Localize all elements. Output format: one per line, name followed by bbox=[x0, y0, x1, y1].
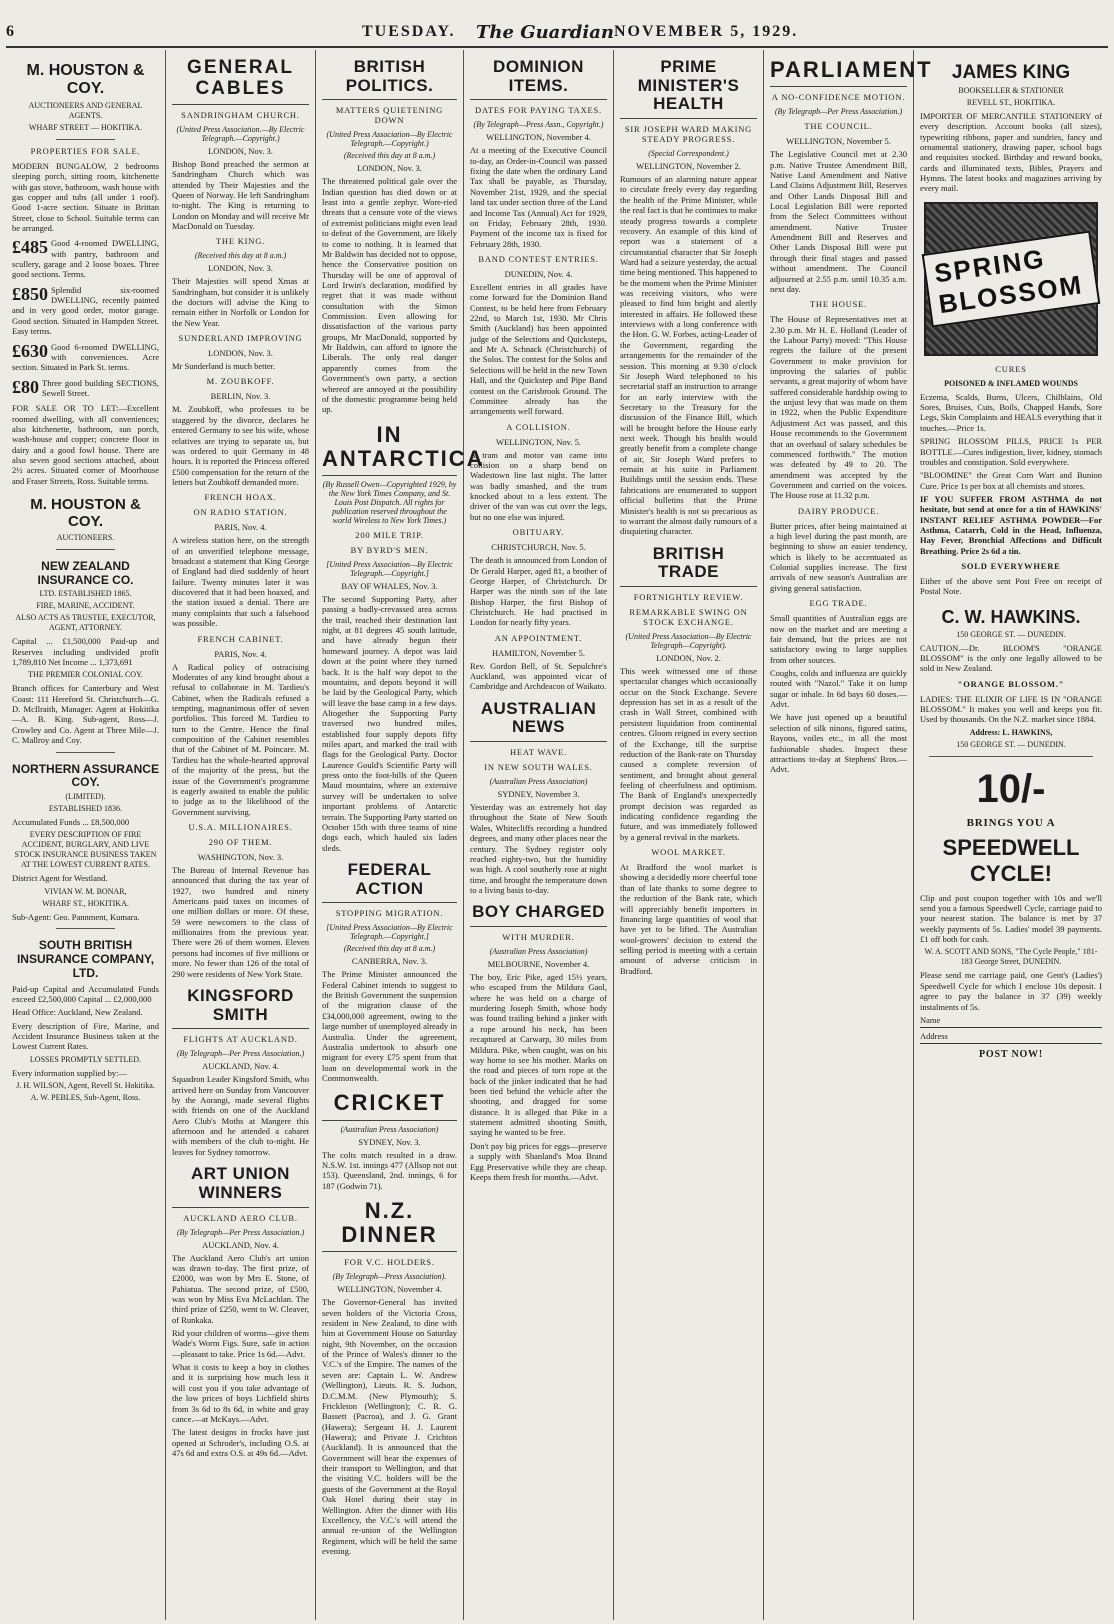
column-3: BRITISH POLITICS. MATTERS QUIETENING DOWN (United Press Association—By Electric Telegraph.—Copyright.) (Received this day at 8 a.m.) LONDON, Nov. 3. The threatened political gale over the Indian question has died down or at least into a gentle zephyr. Wore-ried threats that a censure vote of the views of extremist politicians might even lead to defeat of the Government, are likely to come to nothing. It is learned that Mr Baldwin has decided not to oppose, hence the Conservative position on Thursday will be one of approval of Lord Irwin's declaration, modified by regret that it was made without consultation with the Simon Commission. Even allowing for dissatisfaction of the various party groups, Mr MacDonald, supported by Mr Baldwin, can afford to ignore the Liberals. The only real danger apparently comes from the Government's own party, a section whereof are annoyed at the possibility of the domestic programme being held up. IN ANTARCTICA (By Russell Owen—Copyrighted 1929, by the New York Times Company, and St. Louis Post Dispatch. All rights for publication reserved throughout the world Wireless to New York Times.) 200 MILE TRIP. BY BYRD'S MEN. [United Press Association—By Electric Telegraph.—Copyright.] BAY OF WHALES, Nov. 3. The second Supporting Party, after passing a badly-crevassed area across the trail, reached their destination last night, at 81 degrees 45 south latitude, and have already begun their homeward journey. A depot was laid down at the point where they turned back. It is the half way depot to the mountains, and depots beyond it will be laid by the Geological Party, which will leave the base camp in a few days. Altogether the Supporting Party traversed two hundred miles, established four supply depots fifty miles apart, and marked the trail with flags for the Geological Party. Doctor Laurence Gould's Scientific Party will press onto the foot-hills of the Queen Maud mountains, where an extensive survey will be undertaken to solve important problems of Antarctic terrain. The Supporting Party started on October 15th with three teams of nine dogs each, which hauled six laden sleds. FEDERAL ACTION STOPPING MIGRATION. [United Press Association—By Electric Telegraph.—Copyright.] (Received this day at 8 a.m.) CANBERRA, Nov. 3. The Prime Minister announced the Federal Cabinet intends to suggest to the British Government the suspension of the migration clause of the £34,000,000 agreement, owing to the large number of unemployed already in Australia. Under the agreement, Australia undertook to absorb one migrant for every £75 spent from that loan on developmental work in the Commonwealth. CRICKET (Australian Press Association) SYDNEY, Nov. 3. The colts match resulted in a draw. N.S.W. 1st. innings 477 (Allsop not out 153). Queensland, 2nd. innings, 6 for 187 (Godwin 71). N.Z. DINNER FOR V.C. HOLDERS. (By Telegraph—Press Association). WELLINGTON, November 4. The Governor-General has invited seven holders of the Victoria Cross, resident in New Zealand, to dine with him at Government House on Saturday night, 9th November, on the occasion of the Prince of Wales's dinner to the V.C.'s of the Empire. The names of the seven are: Captain L. W. Andrew (Wellington), Lieuts. R. S. Judson, D.C.M.M. (New Plymouth); S. Frickleton (Wellington); C. R. G. Bassett (Pacroa), and J. G. Grant (Hawera); Sergeant H. J. Laurent (Hawera); and Private J. Crichton (Auckland). It is announced that the Government will bear the expenses of their transport to Wellington, and that the visiting V.C. holders will be the guests of the Government at the Royal Oak Hotel during their stay in Wellington. After the dinner with His Excellency, the V.C.'s will attend the annual re-union of the Wellington Regiment, which will be held the same evening. bbox=[316, 50, 464, 1620]
british-trade-heading: BRITISH TRADE bbox=[620, 545, 757, 587]
firm-houston-2-sub: AUCTIONEERS. bbox=[56, 532, 115, 542]
column-2: GENERAL CABLES SANDRINGHAM CHURCH. (United Press Association.—By Electric Telegraph.—Copyright.) LONDON, Nov. 3. Bishop Bond preached the sermon at Sandringham Church which was attended by Their Majesties and the Queen of Norway. He left Sandringham to-night. The King is returning to London on Monday and will receive Mr MacDonald on Tuesday. THE KING. (Received this day at 8 a.m.) LONDON, Nov. 3. Their Majesties will spend Xmas at Sandringham, but consider it is unlikely the doctors will advise the King to remain either in Norfolk or London for the New Year. SUNDERLAND IMPROVING LONDON, Nov. 3. Mr Sunderland is much better. M. ZOUBKOFF. BERLIN, Nov. 3. M. Zoubkoff, who professes to be staggered by the divorce, declares he entered Germany to see his wife, whose relatives are trying to separate us, but was ordered to quit Germany in 48 hours. It is reported the Princess offered £500 compensation for the return of the letters but Zoubkoff demanded more. FRENCH HOAX. ON RADIO STATION. PARIS, Nov. 4. A wireless station here, on the strength of an unverified telephone message, broadcast a statement that King George of England had died suddenly of heart failure. Twenty minutes later it was discovered that it had been hoaxed, and the station issued a denial. There are many complaints that such a falsehood was possible. FRENCH CABINET. PARIS, Nov. 4. A Radical policy of ostracising Moderates of any kind brought about a refusal to collaborate in M. Tardieu's Cabinet, when the Radicals refused a tempting, magnanimous offer of seven portfolios. This forced M. Tardieu to turn to the Centre. Hence the final composition of the Cabinet resembles that of the Cabinet of M. Poincare. M. Tardieu has the whole-hearted approval of the majority of the press, but the issue of the Government's programme is eagerly awaited to enable the public to judge as to the likelihood of the Government surviving. U.S.A. MILLIONAIRES. 290 OF THEM. WASHINGTON, Nov. 3. The Bureau of Internal Revenue has announced that during the tax year of 1927, two hundred and ninety Americans paid taxes on incomes of one million dollars or more. Of these, 59 were newcomers to the class of millionaires from the previous year. There were 26 of them women. Eleven persons had incomes of five millions or more. No fewer than 126 of the total of 290 were residents of New York State. KINGSFORD SMITH FLIGHTS AT AUCKLAND. (By Telegraph—Per Press Association.) AUCKLAND, Nov. 4. Squadron Leader Kingsford Smith, who arrived here on Sunday from Vancouver by the Aorangi, made several flights with friends on one of the Auckland Aero Club's Moths at Mangere this afternoon and he attended a cabaret with members of the club to-night. He leaves for Sydney tomorrow. ART UNION WINNERS AUCKLAND AERO CLUB. (By Telegraph—Per Press Association.) AUCKLAND, Nov. 4. The Auckland Aero Club's art union was drawn to-day. The first prize, of £2000, was won by Mrs E. Stone, of Pahiatua. The second prize, of £500, was won by Miss Eva McLachlan. The third prize of £250, went to W. Cleaver, of Runkaka. Rid your children of worms—give them Wade's Worm Figs. Sure, safe in action—pleasant to take. Price 1s 6d.—Advt. What it costs to keep a boy in clothes and it is surprising how much less it will cost you if you take advantage of the low prices of boys Lichfield shirts from 3s 6d to 8s 6d, in white and gray cance.—at McKays.—Advt. The latest designs in frocks have just opened at Schroder's, including O.S. at 47s 6d and extra O.S. at 49s 6d.—Advt. bbox=[166, 50, 316, 1620]
coupon-name-line: Name bbox=[920, 1015, 1102, 1028]
page-number: 6 bbox=[6, 23, 16, 40]
masthead-date: NOVEMBER 5, 1929. bbox=[614, 23, 799, 40]
james-king-heading: JAMES KING bbox=[951, 62, 1071, 83]
nz-insurance-branch: Branch offices for Canterbury and West Coast: 111 Hereford St. Christchurch—G. D. McIlraith, Manager. Agent at Hokitika—A. B. King. Sub-agent, Ross—J. Crowley and Co. Agent at Three Mile—J. C. Mallroy and Coy. bbox=[12, 683, 159, 746]
hawkins-heading: C. W. HAWKINS. bbox=[941, 606, 1081, 627]
cricket-heading: CRICKET bbox=[322, 1091, 457, 1120]
northern-assurance-heading: NORTHERN ASSURANCE COY. bbox=[12, 761, 159, 790]
prime-minister-health-heading: PRIME MINISTER'S HEALTH bbox=[620, 58, 757, 119]
speedwell-heading: SPEEDWELL CYCLE! bbox=[942, 834, 1080, 886]
boy-charged-heading: BOY CHARGED bbox=[470, 903, 607, 927]
coupon-address-line: Address bbox=[920, 1031, 1102, 1044]
south-british-heading: SOUTH BRITISH INSURANCE COMPANY, LTD. bbox=[16, 938, 155, 980]
australian-news-heading: AUSTRALIAN NEWS bbox=[470, 700, 607, 742]
antarctica-heading: IN ANTARCTICA bbox=[322, 423, 457, 476]
kingsford-smith-heading: KINGSFORD SMITH bbox=[172, 987, 309, 1029]
property-1-price: £485 bbox=[12, 237, 48, 258]
parliament-heading: PARLIAMENT bbox=[770, 58, 907, 87]
property-3: £630 Good 6-roomed DWELLING, with conveniences. Acre section. Situated in Park St. terms. bbox=[12, 340, 159, 373]
firm-houston-2: M. HOUSTON & COY. bbox=[30, 496, 141, 531]
property-4-price: £80 bbox=[12, 376, 39, 397]
general-cables-heading: GENERAL CABLES bbox=[172, 58, 309, 105]
masthead bbox=[6, 18, 1108, 48]
property-rent: FOR SALE OR TO LET:—Excellent roomed dwelling, with all conveniences; also kitchenette, bathroom, sun porch, wash-house and copper; concrete floor in dairy and a good fowl house. There are also seven good sections attached, about 2½ acres. Situated corner of Moorhouse and Fraser Streets, Ross. Suitable terms. bbox=[12, 403, 159, 486]
properties-heading: PROPERTIES FOR SALE. bbox=[30, 145, 141, 156]
dominion-items-heading: DOMINION ITEMS. bbox=[470, 58, 607, 100]
british-politics-heading: BRITISH POLITICS. bbox=[322, 58, 457, 100]
column-6: PARLIAMENT A NO-CONFIDENCE MOTION. (By Telegraph—Per Press Association.) THE COUNCIL. WELLINGTON, November 5. The Legislative Council met at 2.30 p.m. Native Trustee Amendment Bill, Native Land Amendment and Native Land Claims Adjustment Bill, Reserves and Other Lands Disposal Bill and Local Legislation Bill were reported from the Select Committees without amendment. Native Trustee Amendment Bill and Reserves and Other Lands Disposal Bill were put through their final stages and passed without amendment. The Council adjourned at 2.55 p.m. until 10.35 a.m. next day. THE HOUSE. The House of Representatives met at 2.30 p.m. Mr H. E. Holland (Leader of the Labour Party) moved: "This House regrets the failure of the present Government to make provision for improving the salaries of public servants, a great majority of whom have suffered considerable hardship owing to the unjust levy that was made on them in 1922, when the Public Expenditure Adjustment Act was passed, and this House recommends to the Government that an overhaul of salary schedules be commenced forthwith." The motion was defeated by 49 to 20. The amendment was accepted by the Government and carried on the voices. The House rose at 11.32 p.m. DAIRY PRODUCE. Butter prices, after being maintained at a high level during the past month, are beginning to show an easier tendency, which is likely to be accentuated as Colonial supplies increase. The first arrivals of new season's Australian are giving general satisfaction. EGG TRADE. Small quantities of Australian eggs are now on the market and are meeting a fair demand, but the prices are not satisfactory owing to large supplies from other sources. Coughs, colds and influenza are quickly routed with "Nazol." Take it on lump sugar or inhale. In 6d bays 60 doses.—Advt. We have just opened up a beautiful selection of silk ninons, figured satins, Rayons, voiles etc., in all the most fashionable shades. Inspect these attractions to-day at Stephens' Bros.—Advt. bbox=[764, 50, 914, 1620]
firm-houston-sub: AUCTIONEERS AND GENERAL AGENTS. bbox=[28, 100, 143, 120]
property-3-price: £630 bbox=[12, 340, 48, 361]
column-4: DOMINION ITEMS. DATES FOR PAYING TAXES. (By Telegraph—Press Assn., Copyright.) WELLINGTON, November 4. At a meeting of the Executive Council to-day, an Order-in-Council was passed fixing the date when the ordinary Land Tax shall be payable, as Thursday, November 21st, 1929, and the special land tax under section three of the Land and Income Tax (Annual) Act for 1929, on Friday, February 28th, 1930. Payment of the income tax is fixed for February 28th, 1930. BAND CONTEST ENTRIES. DUNEDIN, Nov. 4. Excellent entries in all grades have come forward for the Dominion Band Contest, to be held here from February 22nd, to March 1st, 1930. Mr Chris Smith (Auckland) has been appointed judge of the Selections and Quicksteps, and Mr A. Schnack (Christchurch) of the Solos. The contest for the Solos and Selections will be held in the new Town Hall, and the Quickstep and Pipe Band contest on the Carisbrook Ground. The Committee already has the arrangements well forward. A COLLISION. WELLINGTON, Nov. 5. A tram and motor van came into collision on a sharp bend on Wadestown line last night. The latter was badly smashed, and the tram knocked about to a less extent. The driver of the van was cut over the legs, but no one else was injured. OBITUARY. CHRISTCHURCH, Nov. 5. The death is announced from London of Dr Gerald Harper, aged 81, a brother of George Harper, of Christchurch. Dr Harper was the ninth son of the late Bishop Harper, the first Bishop of Christchurch. He had practised in London for nearly fifty years. AN APPOINTMENT. HAMILTON, November 5. Rev. Gordon Bell, of St. Sepulchre's Auckland, was appointed vicar of Cambridge and Archdeacon of Waikato. AUSTRALIAN NEWS HEAT WAVE. IN NEW SOUTH WALES. (Australian Press Association) SYDNEY, November 3. Yesterday was an extremely hot day throughout the State of New South Wales, Whitecliffs recording a hundred degrees, and many other places near the century. The Sydney register only reached eighty-two, but the humidity was high. A cool southerly rose at night time, and brought the temperature down to a living basis to-day. BOY CHARGED WITH MURDER. (Australian Press Association) MELBOURNE, November 4. The boy, Eric Pike, aged 15½ years, who escaped from the Mildura Gaol, where he was held on a charge of murdering Joseph Smith, whose body was found trailing behind a jinker with a rope around his neck, has been recaptured at Carwarp, 30 miles from Mildura. Pike, when caught, was on his way home to see his mother. Marks on the road and pieces of torn rope at the back of the jinker indicated that he had been tied behind the vehicle after the shooting, and dragged for some distance. It is alleged that Pike in a statement admitted shooting Smith, saying he wanted to be free. Don't pay big prices for eggs—preserve a supply with Shanland's Moa Brand Egg Preservative while they are cheap. Keeps them fresh for months.—Advt. bbox=[464, 50, 614, 1620]
columns bbox=[6, 50, 1108, 1620]
ten-shillings-heading: 10/- bbox=[976, 766, 1046, 811]
property-1: £485 Good 4-roomed DWELLING, with pantry, bathroom and scullery, garage and 2 loose boxes. Three good sections. Terms. bbox=[12, 237, 159, 280]
firm-houston-addr: WHARF STREET — HOKITIKA. bbox=[28, 122, 143, 132]
spring-blossom-stamp-image: SPRING BLOSSOM bbox=[924, 202, 1098, 356]
federal-action-heading: FEDERAL ACTION bbox=[322, 861, 457, 903]
firm-houston: M. HOUSTON & COY. bbox=[26, 62, 145, 98]
property-4: £80 Three good building SECTIONS, Sewell Street. bbox=[12, 376, 159, 398]
masthead-title: The Guardian bbox=[476, 21, 614, 43]
property-2: £850 Splendid six-roomed DWELLING, recently painted and in very good order, motor garage. Good section. Situated in Hampden Street. Easy terms. bbox=[12, 283, 159, 337]
nz-insurance-capital: Capital ... £1,500,000 Paid-up and Reserves including undivided profit 1,789,810 Net Income ... 1,373,691 bbox=[12, 636, 159, 668]
nz-dinner-heading: N.Z. DINNER bbox=[322, 1199, 457, 1252]
masthead-day: TUESDAY. bbox=[362, 23, 456, 40]
property-intro: MODERN BUNGALOW, 2 bedrooms sleeping porch, sitting room, kitchenette with gas stove, bathroom, wash house with gas copper and tubs (all under 1 roof). Good 1-acre section. Situate in Brittan Street, close to School. Suitable terms can be arranged. bbox=[12, 160, 159, 233]
art-union-heading: ART UNION WINNERS bbox=[172, 1165, 309, 1207]
column-1: M. HOUSTON & COY. AUCTIONEERS AND GENERAL AGENTS. WHARF STREET — HOKITIKA. PROPERTIES FOR SALE. MODERN BUNGALOW, 2 bedrooms sleeping porch, sitting room, kitchenette with gas stove, bathroom, wash house with gas copper and tubs (all under 1 roof). Good 1-acre section. Situate in Brittan Street, close to School. Suitable terms can be arranged. £485 Good 4-roomed DWELLING, with pantry, bathroom and scullery, garage and 2 loose boxes. Three good sections. Terms. £850 Splendid six-roomed DWELLING, recently painted and in very good order, motor garage. Good section. Situated in Hampden Street. Easy terms. £630 Good 6-roomed DWELLING, with conveniences. Acre section. Situated in Park St. terms. £80 Three good building SECTIONS, Sewell Street. FOR SALE OR TO LET:—Excellent roomed dwelling, with all conveniences; also kitchenette, bathroom, sun porch, wash-house and copper; concrete floor in dairy and a good fowl house. There are also seven good sections attached, about 2½ acres. Situated corner of Moorhouse and Fraser Streets, Ross. Suitable terms. M. HOUSTON & COY. AUCTIONEERS. NEW ZEALAND INSURANCE CO. LTD. ESTABLISHED 1865. FIRE, MARINE, ACCIDENT. ALSO ACTS AS TRUSTEE, EXECUTOR, AGENT, ATTORNEY. Capital ... £1,500,000 Paid-up and Reserves including undivided profit 1,789,810 Net Income ... 1,373,691 THE PREMIER COLONIAL COY. Branch offices for Canterbury and West Coast: 111 Hereford St. Christchurch—G. D. McIlraith, Manager. Agent at Hokitika—A. B. King. Sub-agent, Ross—J. Crowley and Co. Agent at Three Mile—J. C. Mallroy and Coy. NORTHERN ASSURANCE COY. (LIMITED). ESTABLISHED 1836. Accumulated Funds ... £8,500,000 EVERY DESCRIPTION OF FIRE ACCIDENT, BURGLARY, AND LIVE STOCK INSURANCE BUSINESS TAKEN AT THE LOWEST CURRENT RATES. District Agent for Westland. VIVIAN W. M. BONAR, WHARF ST., HOKITIKA. Sub-Agent: Geo. Pannment, Kumara. SOUTH BRITISH INSURANCE COMPANY, LTD. Paid-up Capital and Accumulated Funds exceed £2,500,000 Capital ... £2,000,000 Head Office: Auckland, New Zealand. Every description of Fire, Marine, and Accident Insurance Business taken at the Lowest Current Rates. LOSSES PROMPTLY SETTLED. Every information supplied by:— J. H. WILSON, Agent, Revell St. Hokitika. A. W. PEBLES, Sub-Agent, Ross. bbox=[6, 50, 166, 1620]
column-7: JAMES KING BOOKSELLER & STATIONER REVELL ST., HOKITIKA. IMPORTER OF MERCANTILE STATIONERY of every description. Account books (all sizes), typewriting ribbons, paper and sundries, fancy and ornamental stationery, drawing paper, school bags and requisites stocked. Birthday and reward books, cards and illuminated texts, Bibles, Prayers and Hymns. The latest books and magazines arriving by every mail. SPRING BLOSSOM CURES POISONED & INFLAMED WOUNDS Eczema, Scalds, Burns, Ulcers, Chilblains, Old Sores, Bruises, Cuts, Boils, Chapped Hands, Sore Legs, Skin Complaints and HEALS everything that it touches.—Price 1s. SPRING BLOSSOM PILLS, PRICE 1s PER BOTTLE.—Cures indigestion, liver, kidney, stomach troubles and constipation. Sold everywhere. "BLOOMINE" the Great Corn Wart and Bunion Cure. Price 1s per box at all chemists and stores. IF YOU SUFFER FROM ASTHMA do not hesitate, but send at once for a tin of HAWKINS' INSTANT RELIEF ASTHMA POWDER—For Asthma, Catarrh, Cold in the Head, Influenza, Hay Fever, Bronchial Affections and Difficult Breathing. Price 2s 6d a tin. SOLD EVERYWHERE Either of the above sent Post Free on receipt of Postal Note. C. W. HAWKINS. 150 GEORGE ST. — DUNEDIN. CAUTION.—Dr. BLOOM'S "ORANGE BLOSSOM" is the only one legally allowed to be sold in New Zealand. "ORANGE BLOSSOM." LADIES: THE ELIXIR OF LIFE IS IN "ORANGE BLOSSOM." It makes you well and keeps you fit. Used by thousands. On the N.Z. market since 1884. Address: L. HAWKINS, 150 GEORGE ST. — DUNEDIN. 10/- BRINGS YOU A SPEEDWELL CYCLE! Clip and post coupon together with 10s and we'll send you a famous Speedwell Cycle, carriage paid to your nearest station. The balance is met by 37 weekly payments of 5s. Ladies' model 39 payments. £1 off both for cash. W. A. SCOTT AND SONS, "The Cycle People," 181-183 George Street, DUNEDIN. Please send me carriage paid, one Gent's (Ladies') Speedwell Cycle for which I enclose 10s deposit. I agree to pay the balance in 37 (39) weekly instalments of 5s. Name Address POST NOW! bbox=[920, 62, 1102, 1060]
property-2-price: £850 bbox=[12, 283, 48, 304]
nz-insurance-heading: NEW ZEALAND INSURANCE CO. bbox=[37, 558, 134, 587]
column-5: PRIME MINISTER'S HEALTH SIR JOSEPH WARD MAKING STEADY PROGRESS. (Special Correspondent.) WELLINGTON, November 2. Rumours of an alarming nature appear to circulate freely every day regarding the health of the Prime Minister, while the real fact is that he continues to make steady progress towards a complete recovery. An example of this kind of report was a statement of a circumstantial character that Sir Joseph Ward had a seizure yesterday, the actual time being mentioned. This happened to be the moment when the Prime Minister was receiving visitors, who were pleased to find him bright and alertly interested in affairs. He followed these interviews with a long conference with the Hon. G. W. Forbes, acting-Leader of the Government, regarding the arrangements for the remainder of the session. This morning at 9.30 o'clock Sir Joseph Ward telephoned to his secretarial staff an instruction to arrange for an early interview with the Secretary to the Treasury for the discussion of the Finance Bill, which will be brought before the House early next week. Though his health would greatly benefit from a complete change of air, Sir Joseph Ward prefers to remain at his suite in Parliament Buildings until the session ends. These fabrications are enumerated to support official bulletins that the Prime Minister's health is not so precarious as to warrant the almost daily rumours of a disquieting character. BRITISH TRADE FORTNIGHTLY REVIEW. REMARKABLE SWING ON STOCK EXCHANGE. (United Press Association—By Electric Telegraph—Copyright). LONDON, Nov. 2. This week witnessed one of those spectacular changes which occasionally occur on the Stock Exchange. Severe depression has set in as a result of the crash in Wall Street, combined with persistent liquidation from continental centres. Gloom reigned in every section of the Exchange, till the surprise reduction of the Bank-rate on Thursday caused a complete reversion of sentiment, and brought about general feeling of cheerfulness and optimism. The Bank of England's unexpectedly prompt decision was regarded as indicating confidence regarding the future, and was immediately followed by a general revival in the markets. WOOL MARKET. At Bradford the wool market is showing a decidedly more cheerful tone than of late thanks to some degree to the reduction of the Bank rate, which will appreciably benefit importers in financing large quantities of wool that have yet to be lifted. The Australian wool-growers' decision to extend the selling period is meeting with a certain amount of adverse criticism in Bradford. bbox=[614, 50, 764, 1620]
